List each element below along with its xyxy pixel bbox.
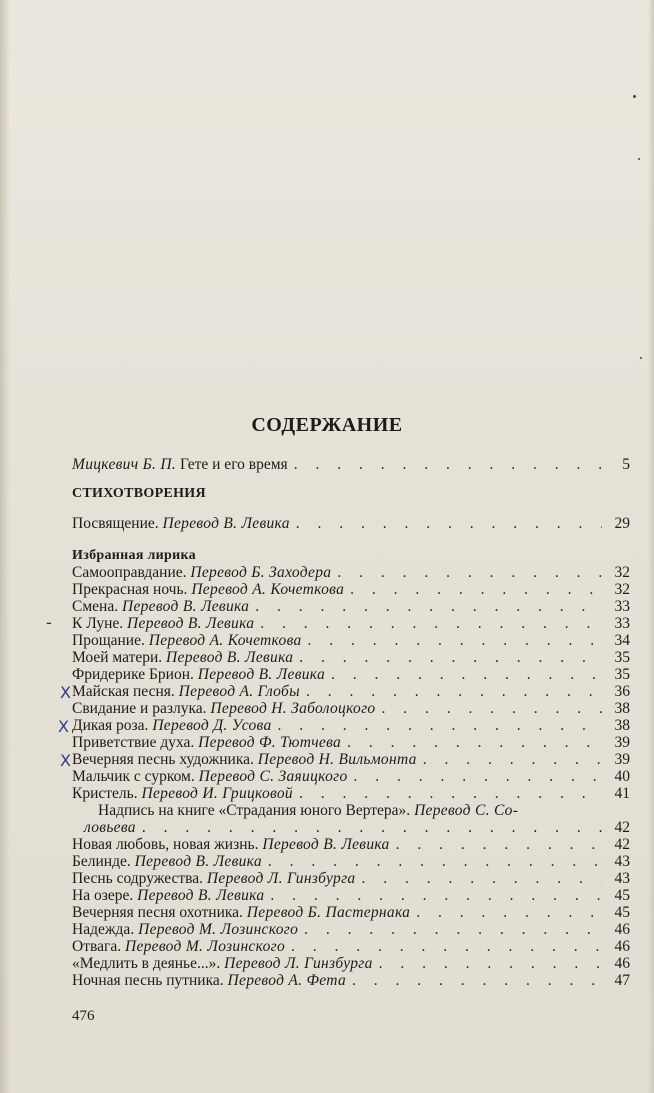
leader-dots bbox=[296, 515, 602, 532]
subsection-heading: Избранная лирика bbox=[72, 548, 196, 563]
toc-entry[interactable]: «Медлить в деянье...». Перевод Л. Гинзбурга . . . 46 bbox=[72, 955, 630, 972]
toc-entry[interactable]: Майская песня. Перевод А. Глобы . . . 36 bbox=[72, 683, 630, 700]
entry-author: Мицкевич Б. П. Гете и его время bbox=[72, 456, 288, 473]
toc-entry[interactable]: Мальчик с сурком. Перевод С. Заяицкого . . . 40 bbox=[72, 768, 630, 785]
toc-entry[interactable]: Ночная песнь путника. Перевод А. Фета . . . 47 bbox=[72, 972, 630, 989]
toc-entry[interactable]: Вечерняя песнь художника. Перевод Н. Вильмонта . . . 39 bbox=[72, 751, 630, 768]
section-heading: СТИХОТВОРЕНИЯ bbox=[72, 486, 206, 501]
entry-title: Посвящение. Перевод В. Левика bbox=[72, 515, 290, 532]
toc-entry-long[interactable]: Надпись на книге «Страдания юного Вертера». Перевод С. Со- bbox=[98, 802, 519, 819]
toc-entry[interactable]: Прекрасная ночь. Перевод А. Кочеткова . . . 32 bbox=[72, 581, 630, 598]
toc-entry[interactable]: Смена. Перевод В. Левика . . . 33 bbox=[72, 598, 630, 615]
toc-entry[interactable]: Надежда. Перевод М. Лозинского . . . 46 bbox=[72, 921, 630, 938]
leader-dots bbox=[294, 456, 602, 473]
toc-entry[interactable]: Кристель. Перевод И. Грицковой . . . 41 bbox=[72, 785, 630, 802]
toc-entry[interactable]: Песнь содружества. Перевод Л. Гинзбурга . . . 43 bbox=[72, 870, 630, 887]
toc-entry[interactable]: Дикая роза. Перевод Д. Усова . . . 38 bbox=[72, 717, 630, 734]
pen-cross-mark: X bbox=[60, 751, 71, 770]
toc-entry[interactable]: Новая любовь, новая жизнь. Перевод В. Левика . . . 42 bbox=[72, 836, 630, 853]
page-edge-shadow-right bbox=[648, 0, 654, 1093]
toc-entry[interactable]: Белинде. Перевод В. Левика . . . 43 bbox=[72, 853, 630, 870]
toc-entry-long-continuation[interactable]: ловьева . . . 42 bbox=[84, 819, 630, 836]
pencil-dash-mark: - bbox=[46, 613, 52, 632]
toc-entry[interactable]: Прощание. Перевод А. Кочеткова . . . 34 bbox=[72, 632, 630, 649]
ink-speck bbox=[640, 357, 642, 359]
entry-page: 29 bbox=[614, 515, 630, 532]
toc-entry[interactable]: Моей матери. Перевод В. Левика . . . 35 bbox=[72, 649, 630, 666]
toc-entry[interactable]: На озере. Перевод В. Левика . . . 45 bbox=[72, 887, 630, 904]
pen-cross-mark: X bbox=[60, 683, 71, 702]
toc-entry-intro[interactable] bbox=[72, 456, 630, 473]
toc-entry-dedication[interactable] bbox=[72, 515, 630, 532]
toc-entry[interactable]: Свидание и разлука. Перевод Н. Заболоцкого . . . 38 bbox=[72, 700, 630, 717]
page-number: 476 bbox=[72, 1008, 95, 1024]
toc-entry[interactable]: Вечерняя песня охотника. Перевод Б. Пастернака . . . 45 bbox=[72, 904, 630, 921]
ink-speck bbox=[638, 158, 640, 160]
pen-cross-mark: X bbox=[58, 717, 69, 736]
toc-entry[interactable]: Отвага. Перевод М. Лозинского . . . 46 bbox=[72, 938, 630, 955]
entry-page: 5 bbox=[622, 456, 630, 473]
toc-entry[interactable]: Приветствие духа. Перевод Ф. Тютчева . . . 39 bbox=[72, 734, 630, 751]
ink-speck bbox=[633, 95, 636, 98]
page-title: СОДЕРЖАНИЕ bbox=[251, 414, 403, 436]
toc-entry[interactable]: Самооправдание. Перевод Б. Заходера . . . 32 bbox=[72, 564, 630, 581]
page-edge-shadow bbox=[0, 0, 10, 1093]
toc-entry[interactable]: Фридерике Брион. Перевод В. Левика . . . 35 bbox=[72, 666, 630, 683]
toc-entry[interactable]: К Луне. Перевод В. Левика . . . 33 bbox=[72, 615, 630, 632]
